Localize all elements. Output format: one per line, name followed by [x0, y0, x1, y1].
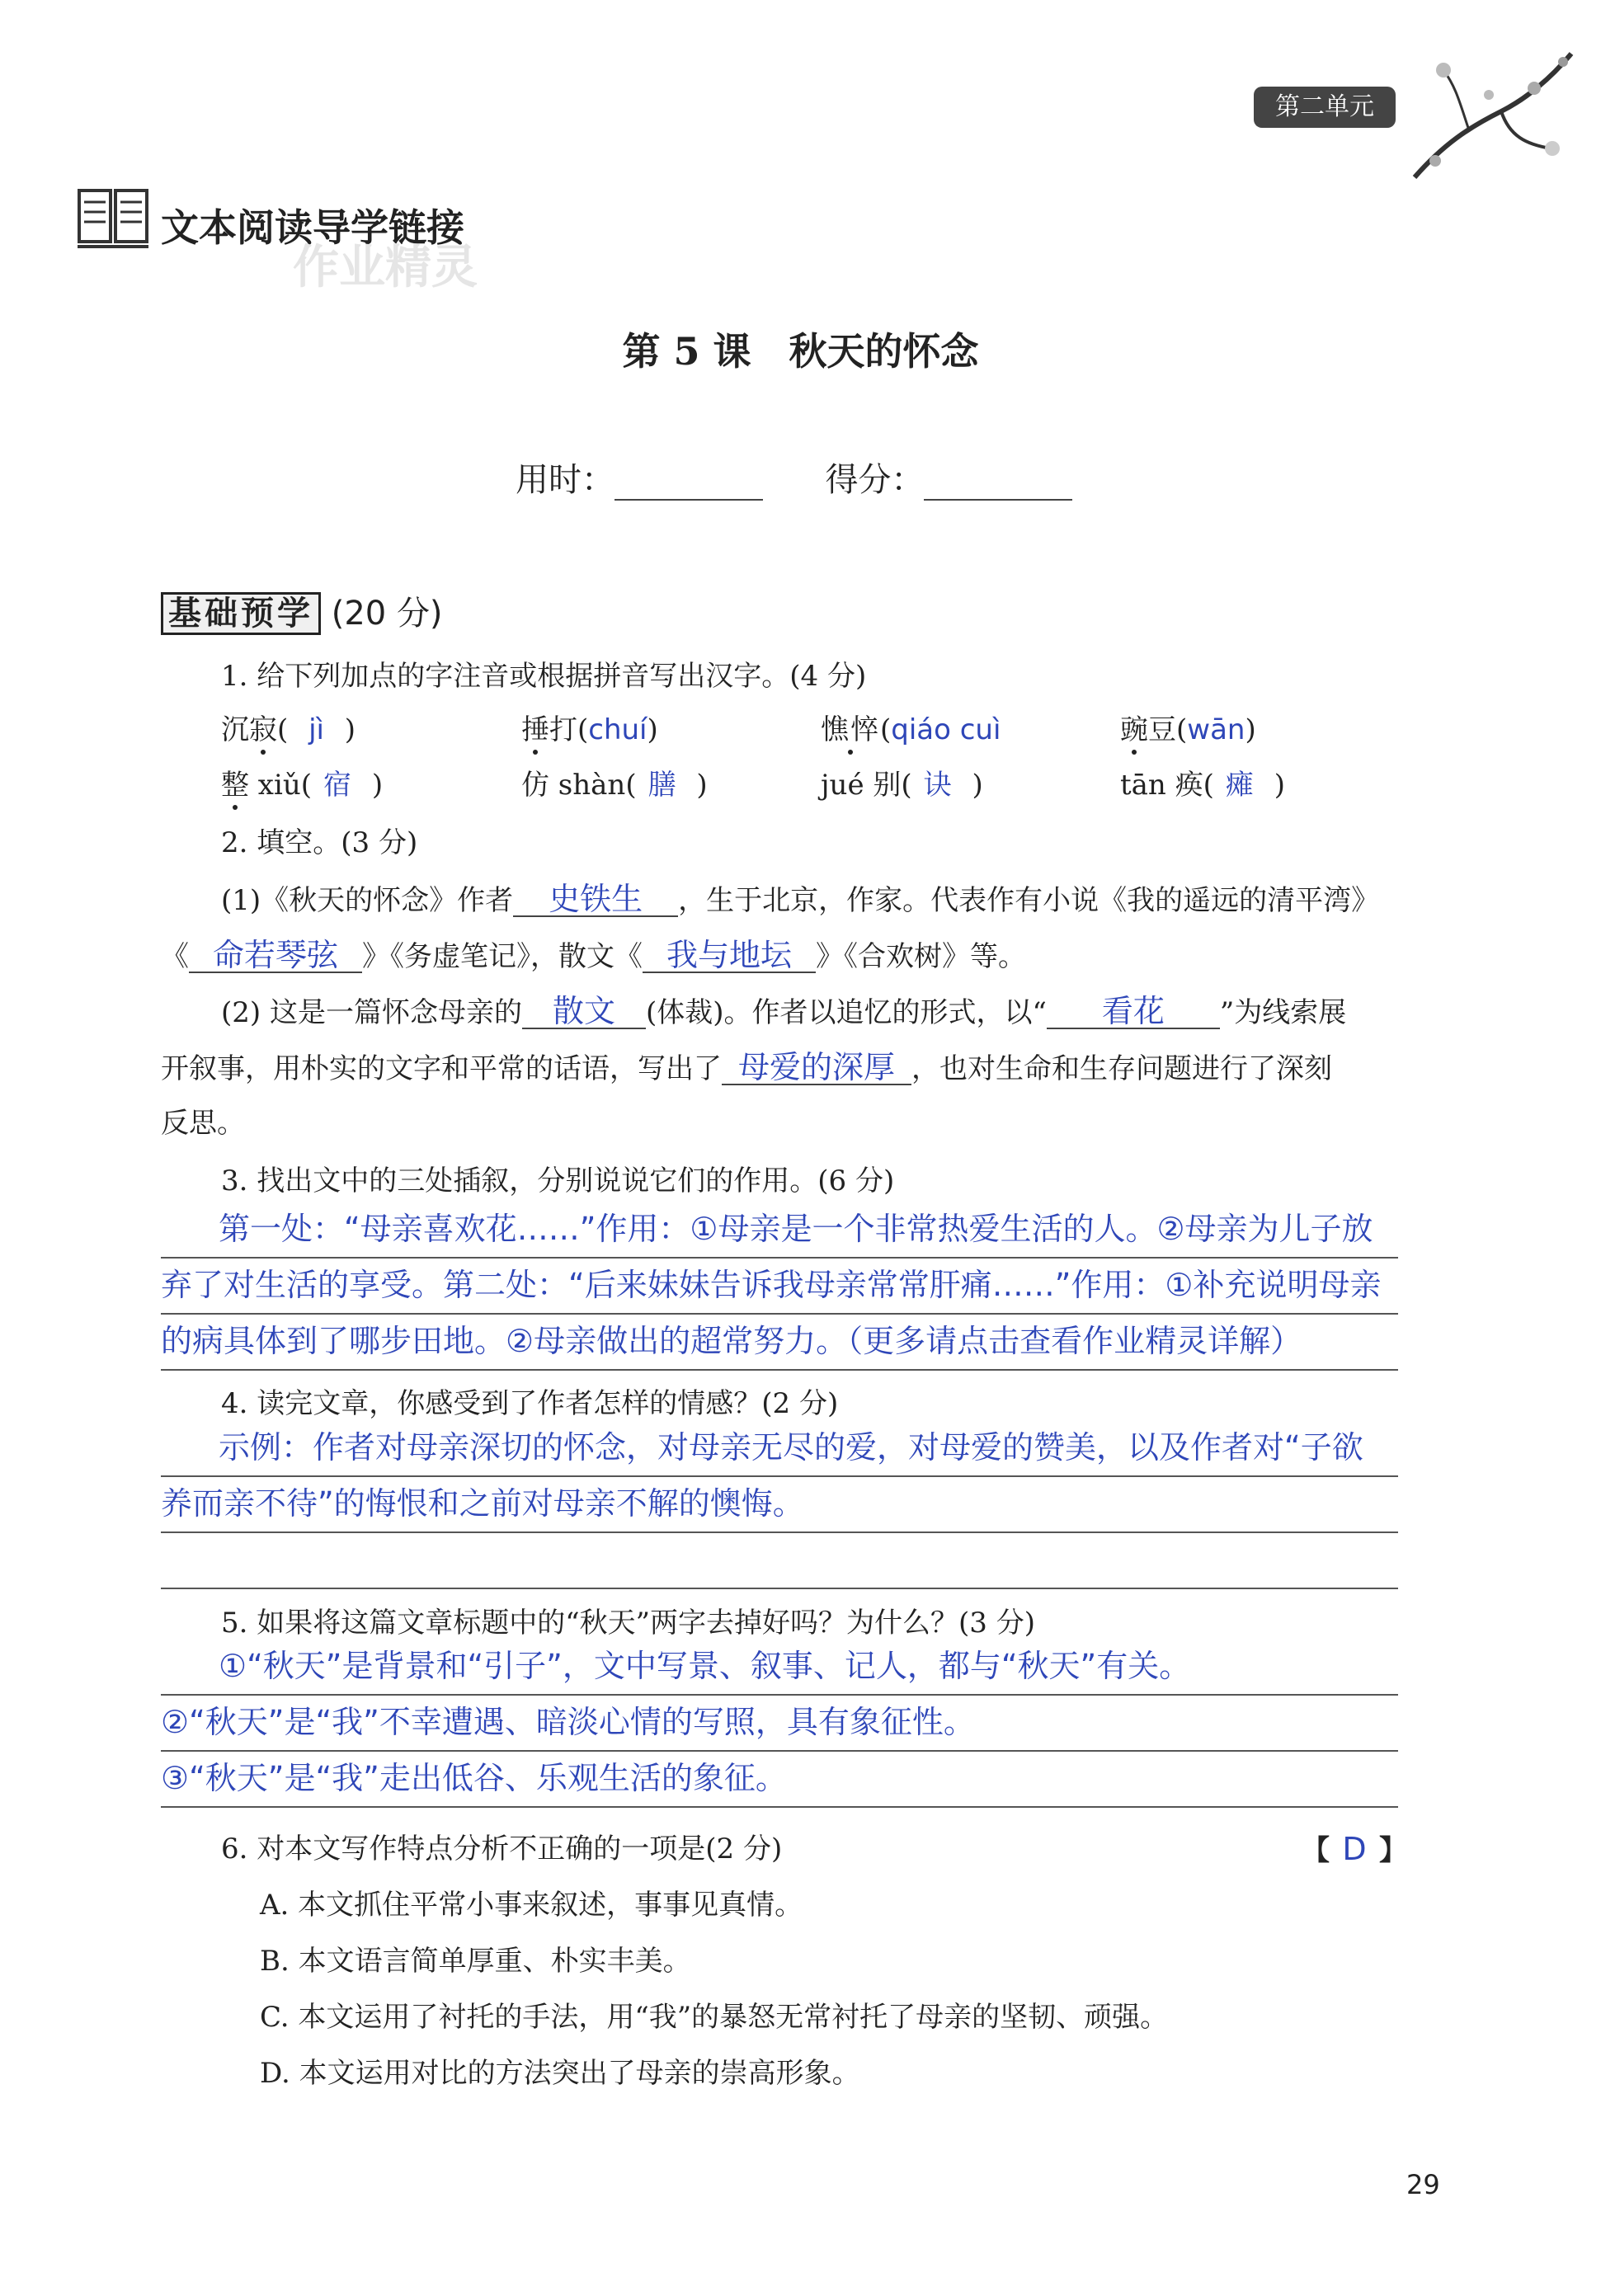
q1-answer: chuí	[588, 713, 647, 746]
score-label: 得分：	[825, 461, 925, 499]
section-title: 文本阅读导学链接	[161, 205, 464, 250]
q1-item: 憔悴(qiáo cuì	[821, 713, 1001, 746]
q1-answer: 膳	[647, 769, 676, 802]
q3-stem: 3. 找出文中的三处插叙，分别说说它们的作用。(6 分)	[221, 1164, 895, 1197]
part-heading	[161, 587, 443, 634]
q3-answer-line: 第一处：“母亲喜欢花……”作用：①母亲是一个非常热爱生活的人。②母亲为儿子放	[161, 1204, 1398, 1259]
q1-answer: 诀	[923, 769, 952, 802]
watermark: 作业精灵	[293, 241, 478, 294]
q4-answer-line: 示例：作者对母亲深切的怀念，对母亲无尽的爱，对母爱的赞美，以及作者对“子欲	[161, 1423, 1398, 1477]
q2-paragraph-2-cont: 开叙事，用朴实的文字和平常的话语，写出了 母爱的深厚 ，也对生命和生存问题进行了深刻	[161, 1049, 1332, 1085]
q2-stem: 2. 填空。(3 分)	[221, 826, 418, 859]
q2-answer: 母爱的深厚	[722, 1051, 911, 1085]
q6-answer-bracket: 【 D 】	[1302, 1831, 1407, 1867]
q1-answer: qiáo cuì	[891, 713, 1001, 746]
q2-answer: 我与地坛	[643, 939, 816, 973]
q2-answer: 看花	[1047, 995, 1220, 1029]
branch-decoration-icon	[1410, 45, 1575, 186]
unit-badge: 第二单元	[1254, 87, 1396, 128]
q1-item: 仿 shàn( 膳 )	[521, 769, 708, 802]
q1-item: jué 别( 诀 )	[821, 769, 983, 802]
q5-answer-line: ③“秋天”是“我”走出低谷、乐观生活的象征。	[161, 1753, 1398, 1808]
time-label: 用时：	[516, 461, 615, 499]
book-icon	[76, 186, 150, 252]
q4-stem: 4. 读完文章，你感受到了作者怎样的情感？(2 分)	[221, 1387, 839, 1420]
q2-paragraph-2-end: 反思。	[161, 1107, 245, 1140]
q1-answer: jì	[308, 713, 324, 746]
q2-paragraph-1-cont: 《 命若琴弦 》《务虚笔记》，散文《 我与地坛 》《合欢树》等。	[161, 937, 1026, 973]
q6-stem: 6. 对本文写作特点分析不正确的一项是(2 分)	[221, 1833, 783, 1866]
q4-answer-line	[161, 1535, 1398, 1589]
q3-answer-line: 的病具体到了哪步田地。②母亲做出的超常努力。（更多请点击查看作业精灵详解）	[161, 1316, 1398, 1371]
q6-answer: D	[1342, 1831, 1367, 1867]
time-field[interactable]	[615, 461, 763, 501]
q1-item: tān 痪( 瘫 )	[1120, 769, 1285, 802]
part-name: 基础预学	[161, 592, 321, 635]
q5-answer-line: ①“秋天”是背景和“引子”，文中写景、叙事、记人，都与“秋天”有关。	[161, 1641, 1398, 1696]
q5-answer-line: ②“秋天”是“我”不幸遭遇、暗淡心情的写照，具有象征性。	[161, 1697, 1398, 1752]
q4-answer-line: 养而亲不待”的悔恨和之前对母亲不解的懊悔。	[161, 1479, 1398, 1533]
score-field[interactable]	[924, 461, 1072, 501]
q6-option: A. 本文抓住平常小事来叙述，事事见真情。	[260, 1889, 803, 1922]
q5-stem: 5. 如果将这篇文章标题中的“秋天”两字去掉好吗？为什么？(3 分)	[221, 1607, 1035, 1640]
q6-option: B. 本文语言简单厚重、朴实丰美。	[260, 1945, 691, 1978]
q3-answer-line: 弃了对生活的享受。第二处：“后来妹妹告诉我母亲常常肝痛……”作用：①补充说明母亲	[161, 1260, 1398, 1315]
q1-item: 沉寂( jì )	[221, 713, 356, 746]
page-number: 29	[1406, 2169, 1440, 2200]
q1-stem: 1. 给下列加点的字注音或根据拼音写出汉字。(4 分)	[221, 660, 867, 693]
q2-answer: 史铁生	[513, 882, 678, 917]
lesson-title: 第 5 课 秋天的怀念	[622, 329, 979, 374]
q1-answer: 瘫	[1225, 769, 1254, 802]
q6-option: D. 本文运用对比的方法突出了母亲的崇高形象。	[260, 2057, 860, 2090]
q2-paragraph-1: (1)《秋天的怀念》作者 史铁生 ，生于北京，作家。代表作有小说《我的遥远的清平湾》	[221, 881, 1380, 917]
q2-answer: 散文	[522, 995, 646, 1029]
q6-option: C. 本文运用了衬托的手法，用“我”的暴怒无常衬托了母亲的坚韧、顽强。	[260, 2001, 1169, 2034]
q2-answer: 命若琴弦	[189, 939, 362, 973]
q1-answer: wān	[1187, 713, 1245, 746]
q1-item: 豌豆(wān)	[1120, 713, 1256, 746]
q1-answer: 宿	[323, 769, 352, 802]
q2-paragraph-2: (2) 这是一篇怀念母亲的 散文 (体裁)。作者以追忆的形式，以“ 看花 ”为线索展	[221, 993, 1347, 1029]
q1-item: 捶打(chuí)	[521, 713, 658, 746]
q1-item: 整 xiǔ( 宿 )	[221, 769, 384, 802]
part-points: (20 分)	[331, 595, 443, 633]
time-score-row	[516, 454, 1072, 501]
